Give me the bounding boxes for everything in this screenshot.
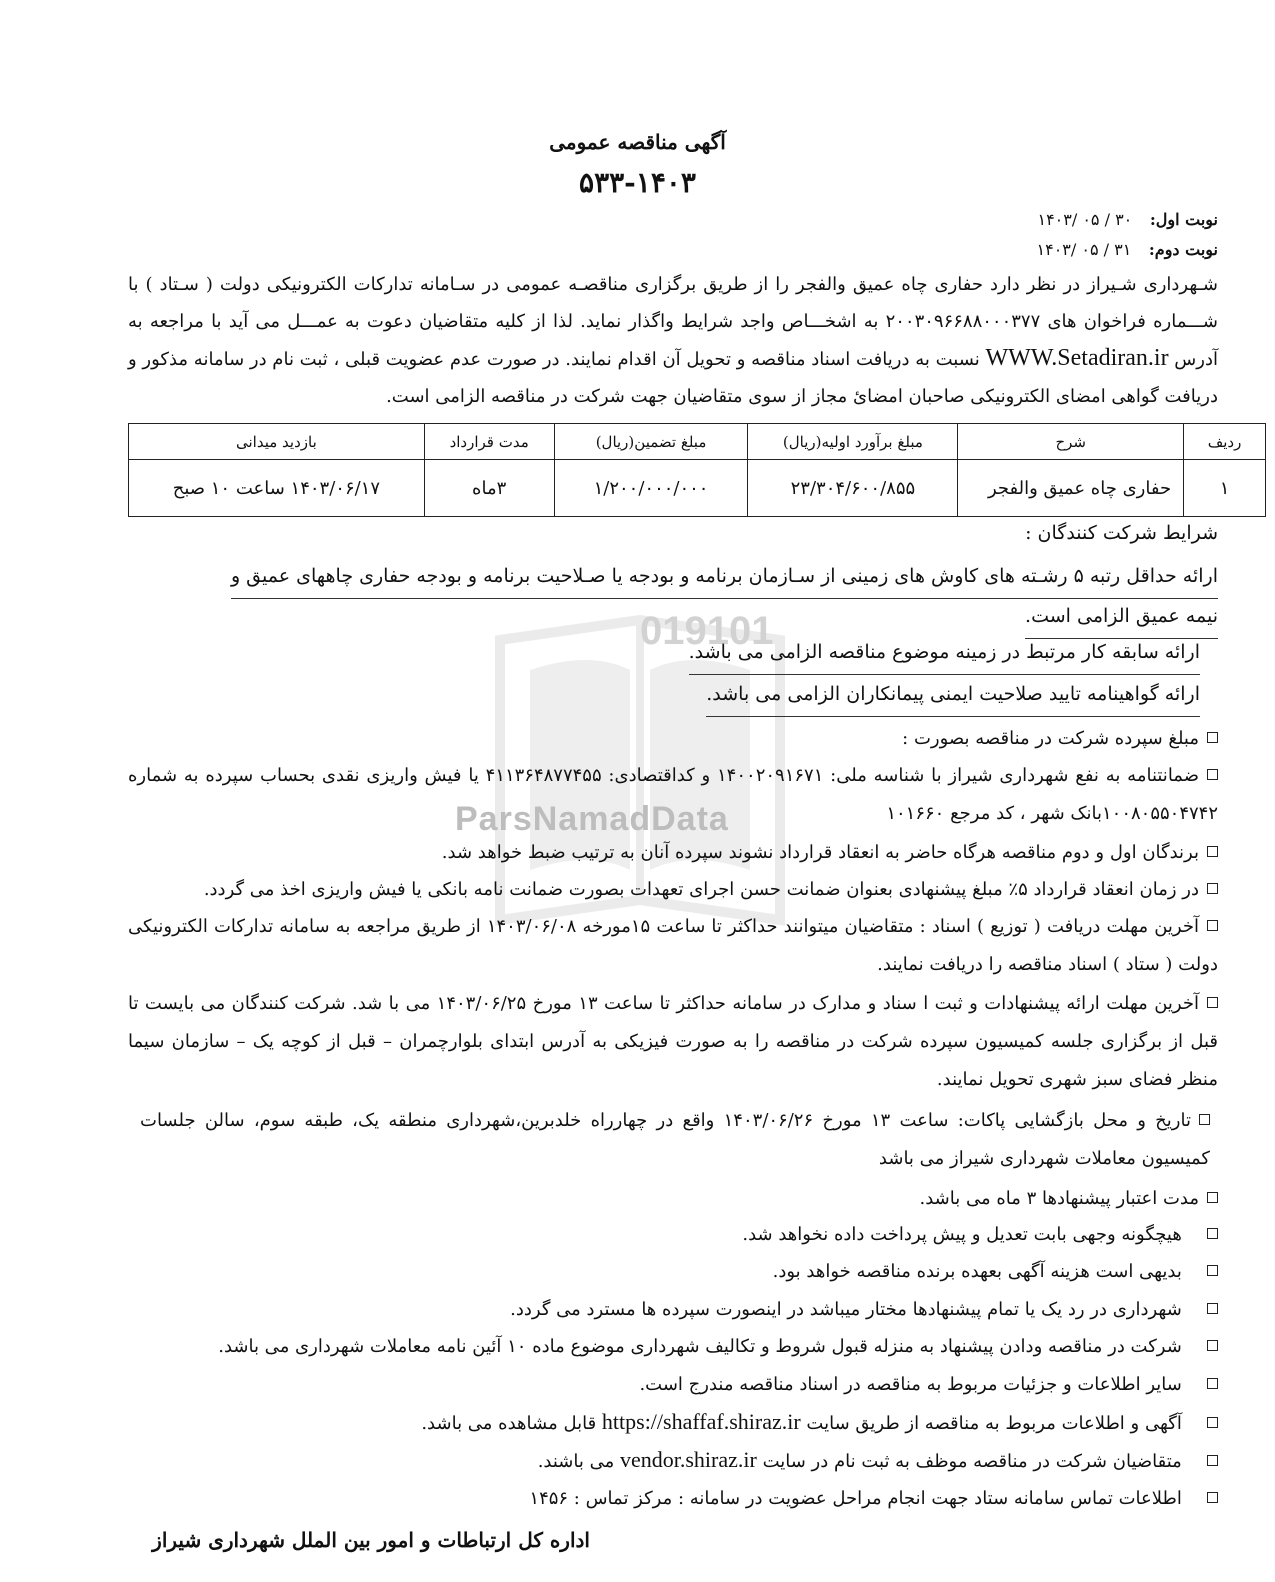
checkbox-square-icon <box>1207 997 1218 1008</box>
bullet-deposit: مبلغ سپرده شرکت در مناقصه بصورت : <box>128 720 1218 758</box>
checkbox-square-icon <box>1207 732 1218 743</box>
checkbox-square-icon <box>1207 920 1218 931</box>
checkbox-square-icon <box>1207 769 1218 780</box>
checkbox-square-icon <box>1207 846 1218 857</box>
watermark-digits: 019101 <box>640 609 774 653</box>
shaffaf-link[interactable]: https://shaffaf.shiraz.ir <box>601 1409 801 1434</box>
checkbox-square-icon <box>1207 1378 1218 1389</box>
col-header-description: شرح <box>958 424 1184 460</box>
bullet-vendor: متقاضیان شرکت در مناقصه موظف به ثبت نام در سایت vendor.shiraz.ir می باشند. <box>128 1441 1218 1481</box>
intro-paragraph <box>128 266 1218 415</box>
col-header-estimate: مبلغ برآورد اولیه(ریال) <box>748 424 958 460</box>
bullet-reject: شهرداری در رد یک یا تمام پیشنهادها مختار میباشد در اینصورت سپرده ها مسترد می گردد. <box>128 1291 1218 1329</box>
bullet-winners: برندگان اول و دوم مناقصه هرگاه حاضر به انعقاد قرارداد نشوند سپرده آنان به ترتیب ضبط خواهد شد. <box>128 834 1218 872</box>
checkbox-square-icon <box>1207 1228 1218 1239</box>
first-round-date: ۳۰ / ۰۵ /۱۴۰۳ <box>1037 210 1133 229</box>
cell-row-no: ۱ <box>1184 460 1266 517</box>
bullet-no-advance: هیچگونه وجهی بابت تعدیل و پیش پرداخت داده نخواهد شد. <box>128 1216 1218 1254</box>
intro-text-2: نسبت به دریافت اسناد مناقصه و تحویل آن اقدام نمایند. در صورت عدم عضویت قبلی ، ثبت نام در سامانه مذکور و دریافت گواهی امضای الکترونیکی صاحبان امضائ مجاز از سوی متقاضیان جهت شرکت در مناقصه الزامی است. <box>128 349 1218 407</box>
condition-item: ارائه گواهینامه تایید صلاحیت ایمنی پیمانکاران الزامی می باشد. <box>706 674 1200 717</box>
checkbox-square-icon <box>1199 1114 1210 1125</box>
first-round-label: نوبت اول: <box>1149 210 1218 229</box>
bullet-validity: مدت اعتبار پیشنهادها ۳ ماه می باشد. <box>128 1180 1218 1218</box>
setadiran-link[interactable]: WWW.Setadiran.ir <box>985 345 1169 371</box>
condition-item: نیمه عمیق الزامی است. <box>1025 596 1218 639</box>
table-row <box>129 460 1266 517</box>
bullet-other-info: سایر اطلاعات و جزئیات مربوط به مناقصه در اسناد مناقصه مندرج است. <box>128 1366 1218 1404</box>
intro-text-1: شـهرداری شـیراز در نظر دارد حفاری چاه عمیق والفجر را از طریق برگزاری مناقصـه عمومی در سـامانه تدارکات الکترونیکی دولت ( سـتاد ) با شـــماره فراخوان های ۲۰۰۳۰۹۶۶۸۸۰۰۰۳۷۷ به اشخـــاص واجد شرایط واگذار نماید. لذا از کلیه متقاضیان دعوت به عمـــل می آید با مراجعه به آدرس <box>128 274 1218 370</box>
col-header-row-no: ردیف <box>1184 424 1266 460</box>
page-title: آگهی مناقصه عمومی <box>549 130 726 154</box>
checkbox-square-icon <box>1207 1340 1218 1351</box>
checkbox-square-icon <box>1207 1192 1218 1203</box>
checkbox-square-icon <box>1207 1455 1218 1466</box>
col-header-site-visit: بازدید میدانی <box>129 424 425 460</box>
cell-guarantee: ۱/۲۰۰/۰۰۰/۰۰۰ <box>554 460 748 517</box>
bullet-deadline-offers: آخرین مهلت ارائه پیشنهادات و ثبت ا سناد و مدارک در سامانه حداکثر تا ساعت ۱۳ مورخ ۱۴۰۳/۰۶/۲۵ می با شد. شرکت کنندگان می بایست تا قبل از برگزاری جلسه کمیسیون سپرده شرکت در مناقصه را به صورت فیزیکی به آدرس ابتدای بلوارچمران – قبل از کوچه یک – سازمان سیما منظر فضای سبز شهری تحویل نمایند. <box>128 993 1218 1090</box>
tender-number: ۵۳۳-۱۴۰۳ <box>579 166 696 199</box>
bullet-site: آگهی و اطلاعات مربوط به مناقصه از طریق سایت https://shaffaf.shiraz.ir قابل مشاهده می باشد. <box>128 1403 1218 1443</box>
checkbox-square-icon <box>1207 1303 1218 1314</box>
bullet-ad-cost: بدیهی است هزینه آگهی بعهده برنده مناقصه خواهد بود. <box>128 1253 1218 1291</box>
second-round-date: ۳۱ / ۰۵ /۱۴۰۳ <box>1036 240 1132 259</box>
bullet-deadline-docs: آخرین مهلت دریافت ( توزیع ) اسناد : متقاضیان میتوانند حداکثر تا ساعت ۱۵مورخه ۱۴۰۳/۰۶/۰۸ از طریق مراجعه به سامانه تدارکات الکترونیکی دولت ( ستاد ) اسناد مناقصه را دریافت نمایند. <box>128 916 1218 975</box>
condition-item: ارائه حداقل رتبه ۵ رشـته های کاوش های زمینی از سـازمان برنامه و بودجه یا صـلاحیت برنامه و بودجه حفاری چاههای عمیق و <box>231 556 1218 599</box>
condition-item: ارائه سابقه کار مرتبط در زمینه موضوع مناقصه الزامی می باشد. <box>689 632 1200 675</box>
cell-duration: ۳ماه <box>424 460 554 517</box>
bullet-acceptance: شرکت در مناقصه ودادن پیشنهاد به منزله قبول شروط و تکالیف شهرداری موضوع ماده ۱۰ آئین نامه معاملات شهرداری می باشد. <box>128 1328 1218 1366</box>
bullet-opening: تاریخ و محل بازگشایی پاکات: ساعت ۱۳ مورخ ۱۴۰۳/۰۶/۲۶ واقع در چهارراه خلدبرین،شهرداری منطقه یک، طبقه سوم، سالن جلسات کمیسیون معاملات شهرداری شیراز می باشد <box>140 1110 1210 1169</box>
conditions-heading: شرایط شرکت کنندگان : <box>1025 522 1218 544</box>
bullet-contact: اطلاعات تماس سامانه ستاد جهت انجام مراحل عضویت در سامانه : مرکز تماس : ۱۴۵۶ <box>128 1480 1218 1518</box>
second-round <box>1037 240 1219 259</box>
checkbox-square-icon <box>1207 1265 1218 1276</box>
col-header-guarantee: مبلغ تضمین(ریال) <box>554 424 748 460</box>
table-header-row <box>129 424 1266 460</box>
bullet-guarantee: ضمانتنامه به نفع شهرداری شیراز با شناسه ملی: ۱۴۰۰۲۰۹۱۶۷۱ و کداقتصادی: ۴۱۱۳۶۴۸۷۷۴۵۵ یا فیش واریزی نقدی بحساب سپرده به شماره ۱۰۰۸۰۵۵۰۴۷۴۲بانک شهر ، کد مرجع ۱۰۱۶۶۰ <box>128 765 1218 824</box>
first-round <box>1037 210 1218 229</box>
col-header-duration: مدت قرارداد <box>424 424 554 460</box>
bullet-performance: در زمان انعقاد قرارداد ۵٪ مبلغ پیشنهادی بعنوان ضمانت حسن اجرای تعهدات بصورت ضمانت نامه بانکی یا فیش واریزی اخذ می گردد. <box>128 871 1218 909</box>
checkbox-square-icon <box>1207 1417 1218 1428</box>
vendor-link[interactable]: vendor.shiraz.ir <box>619 1447 757 1472</box>
cell-site-visit: ۱۴۰۳/۰۶/۱۷ ساعت ۱۰ صبح <box>129 460 425 517</box>
cell-description: حفاری چاه عمیق والفجر <box>958 460 1184 517</box>
cell-estimate: ۲۳/۳۰۴/۶۰۰/۸۵۵ <box>748 460 958 517</box>
tender-table <box>128 423 1266 517</box>
watermark-brand: ParsNamadData <box>455 800 729 838</box>
checkbox-square-icon <box>1207 1492 1218 1503</box>
second-round-label: نوبت دوم: <box>1148 240 1218 259</box>
issuer-signature: اداره کل ارتباطات و امور بین الملل شهرداری شیراز <box>152 1528 590 1552</box>
checkbox-square-icon <box>1207 883 1218 894</box>
